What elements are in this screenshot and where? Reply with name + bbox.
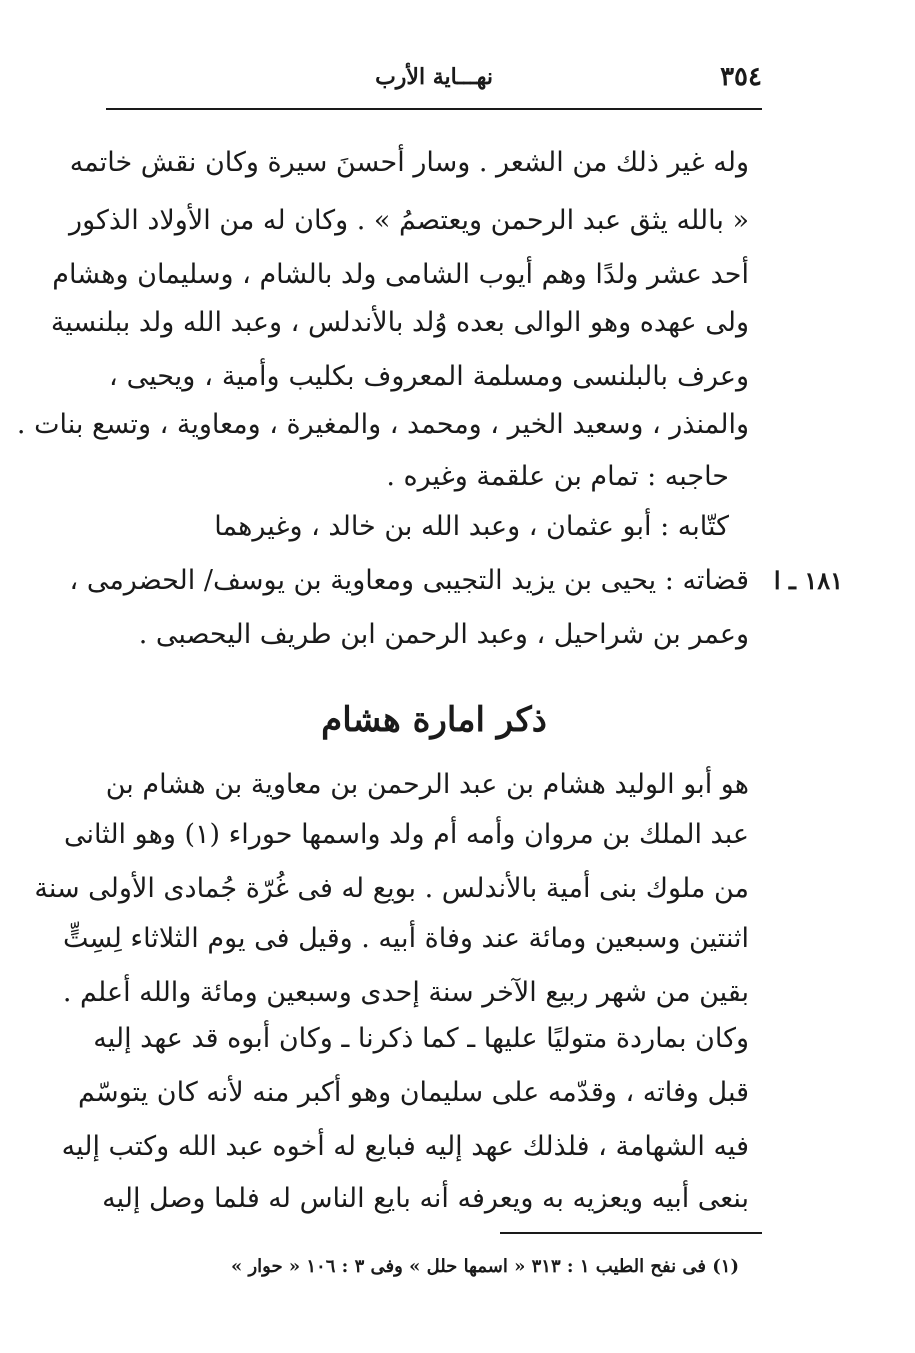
secretaries-line (169, 512, 749, 542)
text-line: اثنتين وسبعين ومائة عند وفاة أبيه . وقيل فى يوم الثلاثاء لِسِتٍّ (62, 923, 749, 954)
page-number: ٣٥٤ (720, 62, 762, 92)
running-head (106, 58, 762, 98)
footnote: (١) فى نفح الطيب ١ : ٣١٣ « اسمها حلل » وفى ٣ : ١٠٦ « حوار » (230, 1256, 739, 1277)
text-line: أحد عشر ولدًا وهم أيوب الشامى ولد بالشام ، وسليمان وهشام (52, 259, 749, 290)
section-title: ذكر امارة هشام (321, 700, 547, 740)
judges-line-1: قضاته : يحيى بن يزيد التجيبى ومعاوية بن يوسف/ الحضرمى ، (69, 565, 749, 596)
text-line: وله غير ذلك من الشعر . وسار أحسنَ سيرة وكان نقش خاتمه (69, 147, 749, 178)
text-line: بقين من شهر ربيع الآخر سنة إحدى وسبعين ومائة والله أعلم . (62, 977, 749, 1008)
text-line: بنعى أبيه ويعزيه به ويعرفه أنه بايع الناس له فلما وصل إليه (102, 1183, 749, 1214)
chamberlain-line (169, 462, 749, 492)
text-line: من ملوك بنى أمية بالأندلس . بويع له فى غُرّة جُمادى الأولى سنة (34, 873, 749, 904)
chamberlain-text: حاجبه : تمام بن علقمة وغيره . (386, 461, 729, 492)
text-line: قبل وفاته ، وقدّمه على سليمان وهو أكبر منه لأنه كان يتوسّم (78, 1077, 749, 1108)
margin-reference: ١٨١ ـ ا (773, 566, 843, 595)
text-line: عبد الملك بن مروان وأمه أم ولد واسمها حوراء (١) وهو الثانى (63, 819, 749, 850)
text-line: « بالله يثق عبد الرحمن ويعتصمُ » . وكان له من الأولاد الذكور (69, 205, 749, 236)
header-rule (106, 108, 762, 110)
footnote-rule (500, 1232, 762, 1234)
secretaries-text: كتّابه : أبو عثمان ، وعبد الله بن خالد ، وغيرهما (214, 511, 729, 542)
text-line: وعرف بالبلنسى ومسلمة المعروف بكليب وأمية ، ويحيى ، (109, 361, 749, 392)
text-line: ولى عهده وهو الوالى بعده وُلد بالأندلس ، وعبد الله ولد ببلنسية (50, 307, 749, 338)
judges-line-2: وعمر بن شراحيل ، وعبد الرحمن ابن طريف اليحصبى . (138, 619, 749, 650)
text-line: والمنذر ، وسعيد الخير ، ومحمد ، والمغيرة ، ومعاوية ، وتسع بنات . (16, 409, 749, 440)
text-line: فيه الشهامة ، فلذلك عهد إليه فبايع له أخوه عبد الله وكتب إليه (61, 1131, 749, 1162)
text-line: وكان بماردة متوليًا عليها ـ كما ذكرنا ـ وكان أبوه قد عهد إليه (93, 1023, 749, 1054)
text-line: هو أبو الوليد هشام بن عبد الرحمن بن معاوية بن هشام بن (105, 769, 749, 800)
book-title: نهـــاية الأرب (375, 64, 493, 90)
